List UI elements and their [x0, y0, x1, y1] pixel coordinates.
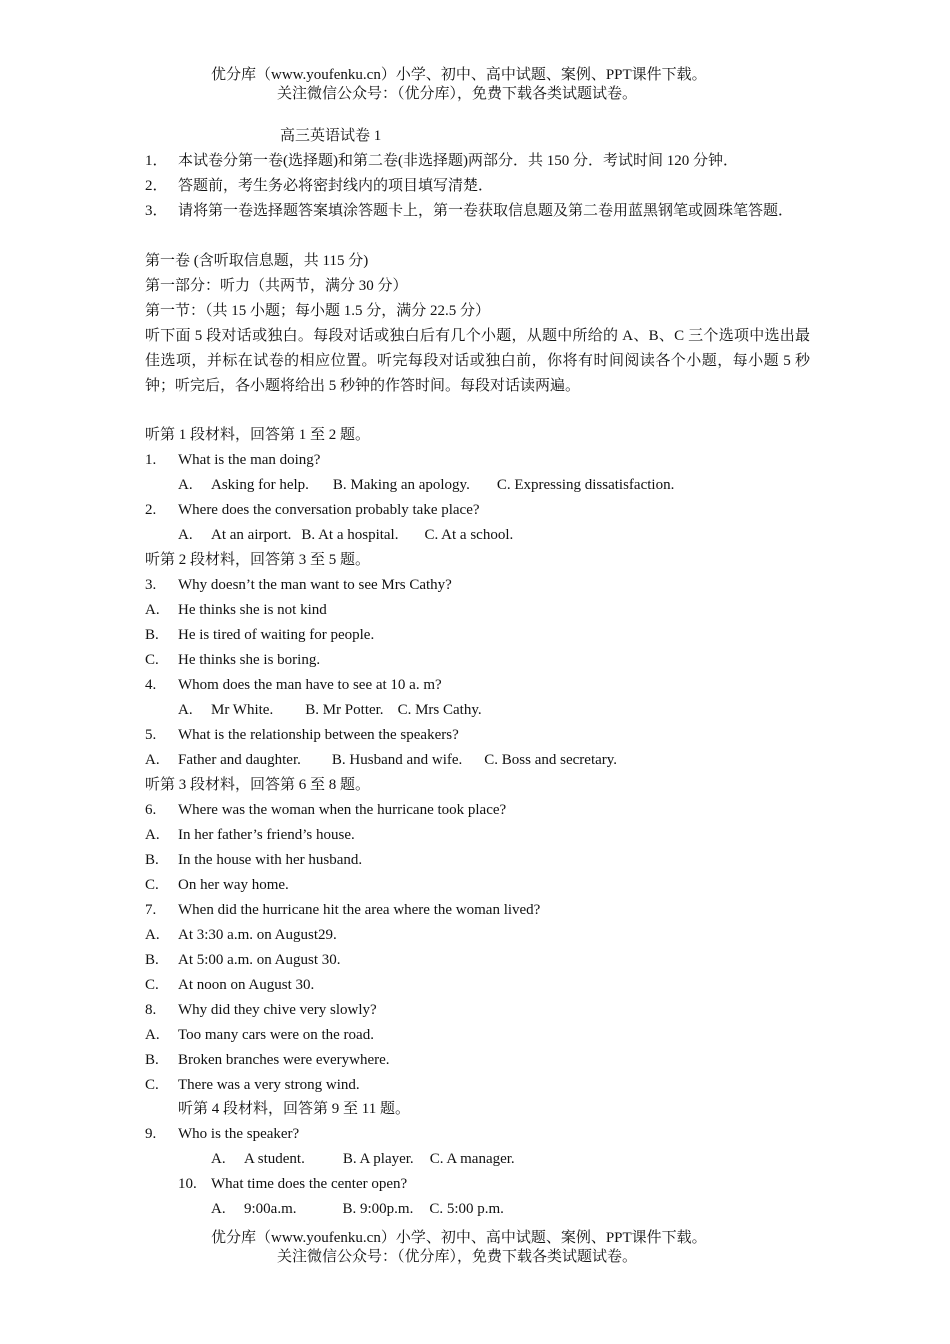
option-text: He is tired of waiting for people.	[178, 627, 375, 643]
option-c: C. 5:00 p.m.	[429, 1201, 504, 1217]
question-6-option-c	[145, 873, 289, 898]
option-a: 9:00a.m.	[244, 1201, 297, 1217]
option-b: B. 9:00p.m.	[342, 1201, 414, 1217]
question-1-options	[178, 473, 674, 498]
question-10	[178, 1172, 407, 1197]
instruction-text: 答题前，考生务必将密封线内的项目填写清楚．	[178, 178, 494, 194]
option-text: At 3:30 a.m. on August29.	[178, 927, 337, 943]
question-3-option-b	[145, 623, 374, 648]
option-label: C.	[145, 877, 159, 893]
page-footer	[0, 1229, 950, 1267]
option-label: A.	[145, 752, 160, 768]
instruction-number: 2．	[145, 178, 168, 194]
option-label: A.	[145, 1027, 160, 1043]
footer-line-1: 优分库（www.youfenku.cn）小学、初中、高中试题、案例、PPT课件下载。	[211, 1230, 707, 1246]
instruction-text: 请将第一卷选择题答案填涂答题卡上，第一卷获取信息题及第二卷用蓝黑钢笔或圆珠笔答题．	[178, 203, 794, 219]
option-label: B.	[145, 852, 159, 868]
question-9	[145, 1122, 299, 1147]
question-number: 4.	[145, 677, 157, 693]
option-text: At 5:00 a.m. on August 30.	[178, 952, 341, 968]
instruction-3	[145, 199, 810, 224]
question-number: 2.	[145, 502, 157, 518]
question-7-option-a	[145, 923, 337, 948]
option-text: There was a very strong wind.	[178, 1077, 360, 1093]
question-text: What is the man doing?	[178, 452, 321, 468]
question-4	[145, 673, 442, 698]
option-c: C. At a school.	[424, 527, 514, 543]
option-label: C.	[145, 977, 159, 993]
question-text: Where does the conversation probably take place?	[178, 502, 480, 518]
option-text: In the house with her husband.	[178, 852, 363, 868]
instruction-2	[145, 174, 493, 199]
option-label: A.	[145, 927, 160, 943]
question-number: 7.	[145, 902, 157, 918]
question-1	[145, 448, 320, 473]
question-number: 10.	[178, 1176, 197, 1192]
volume-heading: 第一卷 (含听取信息题，共 115 分)	[145, 253, 369, 269]
footer-line-2: 关注微信公众号：（优分库），免费下载各类试题试卷。	[277, 1249, 638, 1265]
question-8-option-c	[145, 1073, 360, 1098]
option-label: A.	[211, 1151, 226, 1167]
instruction-number: 1．	[145, 153, 168, 169]
question-number: 3.	[145, 577, 157, 593]
option-c: C. Boss and secretary.	[484, 752, 618, 768]
question-text: Why did they chive very slowly?	[178, 1002, 377, 1018]
question-text: Whom does the man have to see at 10 a. m?	[178, 677, 442, 693]
option-text: On her way home.	[178, 877, 289, 893]
question-number: 6.	[145, 802, 157, 818]
option-text: In her father’s friend’s house.	[178, 827, 355, 843]
question-3-option-c	[145, 648, 320, 673]
option-a: At an airport.	[211, 527, 292, 543]
option-c: C. Mrs Cathy.	[397, 702, 482, 718]
question-7-option-b	[145, 948, 341, 973]
question-6-option-b	[145, 848, 362, 873]
question-text: Why doesn’t the man want to see Mrs Cathy?	[178, 577, 452, 593]
segment-heading-4: 听第 4 段材料，回答第 9 至 11 题。	[178, 1101, 410, 1117]
question-8	[145, 998, 377, 1023]
segment-heading-1: 听第 1 段材料，回答第 1 至 2 题。	[145, 427, 371, 443]
page-header	[0, 66, 950, 104]
option-c: C. A manager.	[429, 1151, 515, 1167]
option-label: A.	[145, 602, 160, 618]
question-number: 8.	[145, 1002, 157, 1018]
question-2	[145, 498, 480, 523]
segment-heading-3: 听第 3 段材料，回答第 6 至 8 题。	[145, 777, 371, 793]
question-text: Who is the speaker?	[178, 1126, 300, 1142]
option-label: A.	[178, 477, 193, 493]
question-3	[145, 573, 452, 598]
option-a: Asking for help.	[211, 477, 309, 493]
question-number: 1.	[145, 452, 157, 468]
header-line-1: 优分库（www.youfenku.cn）小学、初中、高中试题、案例、PPT课件下载。	[211, 67, 707, 83]
option-label: C.	[145, 652, 159, 668]
question-5-options	[145, 748, 617, 773]
option-text: He thinks she is boring.	[178, 652, 321, 668]
question-text: When did the hurricane hit the area where the woman lived?	[178, 902, 541, 918]
question-7-option-c	[145, 973, 314, 998]
question-2-options	[178, 523, 513, 548]
option-a: Father and daughter.	[178, 752, 301, 768]
question-text: What is the relationship between the speakers?	[178, 727, 459, 743]
listening-directions: 听下面 5 段对话或独白。每段对话或独白后有几个小题，从题中所给的 A、B、C 三个选项中选出最佳选项，并标在试卷的相应位置。听完每段对话或独白前，你将有时间阅读各个小题，每小题 5 秒钟；听完后，各小题将给出 5 秒钟的作答时间。每段对话读两遍。	[145, 328, 810, 394]
option-label: B.	[145, 952, 159, 968]
header-line-2: 关注微信公众号：（优分库），免费下载各类试题试卷。	[277, 86, 638, 102]
option-label: A.	[211, 1201, 226, 1217]
option-b: B. At a hospital.	[301, 527, 399, 543]
question-8-option-b	[145, 1048, 390, 1073]
question-6-option-a	[145, 823, 355, 848]
option-b: B. Mr Potter.	[305, 702, 384, 718]
option-label: B.	[145, 627, 159, 643]
option-c: C. Expressing dissatisfaction.	[496, 477, 675, 493]
question-text: Where was the woman when the hurricane took place?	[178, 802, 507, 818]
option-a: Mr White.	[211, 702, 274, 718]
question-text: What time does the center open?	[211, 1176, 408, 1192]
part-heading: 第一部分：听力（共两节，满分 30 分）	[145, 278, 408, 294]
option-label: C.	[145, 1077, 159, 1093]
question-10-options	[211, 1197, 504, 1222]
option-text: Too many cars were on the road.	[178, 1027, 374, 1043]
section-heading: 第一节：（共 15 小题；每小题 1.5 分，满分 22.5 分）	[145, 303, 491, 319]
question-6	[145, 798, 506, 823]
option-b: B. Husband and wife.	[331, 752, 463, 768]
option-text: He thinks she is not kind	[178, 602, 327, 618]
instruction-text: 本试卷分第一卷(选择题)和第二卷(非选择题)两部分．共 150 分．考试时间 120 分钟．	[178, 153, 738, 169]
option-b: B. Making an apology.	[332, 477, 470, 493]
option-label: A.	[145, 827, 160, 843]
instruction-number: 3．	[145, 203, 168, 219]
option-label: A.	[178, 702, 193, 718]
question-9-options	[211, 1147, 515, 1172]
question-5	[145, 723, 459, 748]
exam-title: 高三英语试卷 1	[280, 128, 382, 144]
question-4-options	[178, 698, 482, 723]
option-text: Broken branches were everywhere.	[178, 1052, 390, 1068]
option-label: A.	[178, 527, 193, 543]
question-8-option-a	[145, 1023, 374, 1048]
question-7	[145, 898, 540, 923]
option-text: At noon on August 30.	[178, 977, 315, 993]
option-label: B.	[145, 1052, 159, 1068]
question-3-option-a	[145, 598, 327, 623]
question-number: 5.	[145, 727, 157, 743]
question-number: 9.	[145, 1126, 157, 1142]
option-b: B. A player.	[342, 1151, 414, 1167]
instruction-1	[145, 149, 738, 174]
segment-heading-2: 听第 2 段材料，回答第 3 至 5 题。	[145, 552, 371, 568]
option-a: A student.	[244, 1151, 305, 1167]
